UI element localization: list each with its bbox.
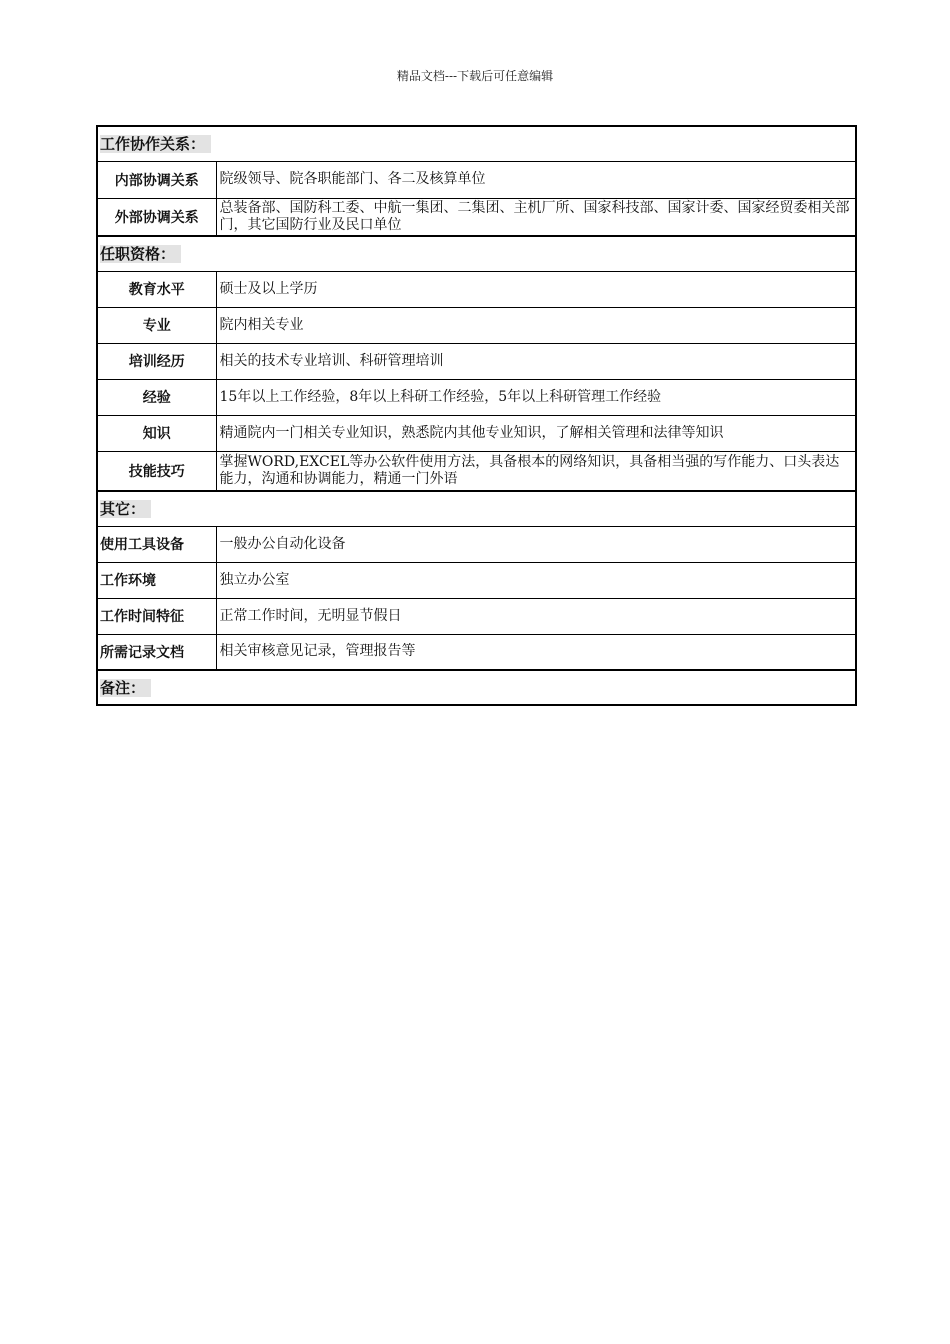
value-experience: 15年以上工作经验，8年以上科研工作经验，5年以上科研管理工作经验 — [216, 379, 856, 415]
section-other — [97, 491, 856, 526]
section-remarks — [97, 670, 856, 705]
row-work-hours — [97, 598, 856, 634]
value-environment: 独立办公室 — [216, 562, 856, 598]
row-education — [97, 271, 856, 307]
value-external-coordination: 总装备部、国防科工委、中航一集团、二集团、主机厂所、国家科技部、国家计委、国家经贸委相关部门，其它国防行业及民口单位 — [216, 198, 856, 236]
label-work-hours: 工作时间特征 — [97, 598, 216, 634]
job-description-table — [96, 125, 857, 706]
value-education: 硕士及以上学历 — [216, 271, 856, 307]
row-external-coordination — [97, 198, 856, 236]
row-environment — [97, 562, 856, 598]
value-internal-coordination: 院级领导、院各职能部门、各二及核算单位 — [216, 161, 856, 198]
row-knowledge — [97, 415, 856, 451]
section-qualification — [97, 236, 856, 271]
label-environment: 工作环境 — [97, 562, 216, 598]
value-knowledge: 精通院内一门相关专业知识，熟悉院内其他专业知识，了解相关管理和法律等知识 — [216, 415, 856, 451]
label-skills: 技能技巧 — [97, 451, 216, 491]
row-internal-coordination — [97, 161, 856, 198]
label-external-coordination: 外部协调关系 — [97, 198, 216, 236]
section-title-other: 其它： — [100, 500, 151, 518]
section-title-remarks: 备注： — [100, 679, 151, 697]
label-training: 培训经历 — [97, 343, 216, 379]
label-major: 专业 — [97, 307, 216, 343]
value-training: 相关的技术专业培训、科研管理培训 — [216, 343, 856, 379]
row-skills — [97, 451, 856, 491]
row-documents — [97, 634, 856, 670]
label-internal-coordination: 内部协调关系 — [97, 161, 216, 198]
row-training — [97, 343, 856, 379]
label-education: 教育水平 — [97, 271, 216, 307]
row-tools — [97, 526, 856, 562]
section-cooperation — [97, 126, 856, 161]
section-title-qualification: 任职资格： — [100, 245, 181, 263]
section-title-cooperation: 工作协作关系： — [100, 135, 211, 153]
value-documents: 相关审核意见记录，管理报告等 — [216, 634, 856, 670]
label-experience: 经验 — [97, 379, 216, 415]
page-header: 精品文档---下载后可任意编辑 — [396, 69, 554, 83]
label-documents: 所需记录文档 — [97, 634, 216, 670]
label-tools: 使用工具设备 — [97, 526, 216, 562]
value-skills: 掌握WORD,EXCEL等办公软件使用方法，具备根本的网络知识，具备相当强的写作能力、口头表达能力，沟通和协调能力，精通一门外语 — [216, 451, 856, 491]
value-major: 院内相关专业 — [216, 307, 856, 343]
value-work-hours: 正常工作时间，无明显节假日 — [216, 598, 856, 634]
row-experience — [97, 379, 856, 415]
row-major — [97, 307, 856, 343]
label-knowledge: 知识 — [97, 415, 216, 451]
value-tools: 一般办公自动化设备 — [216, 526, 856, 562]
